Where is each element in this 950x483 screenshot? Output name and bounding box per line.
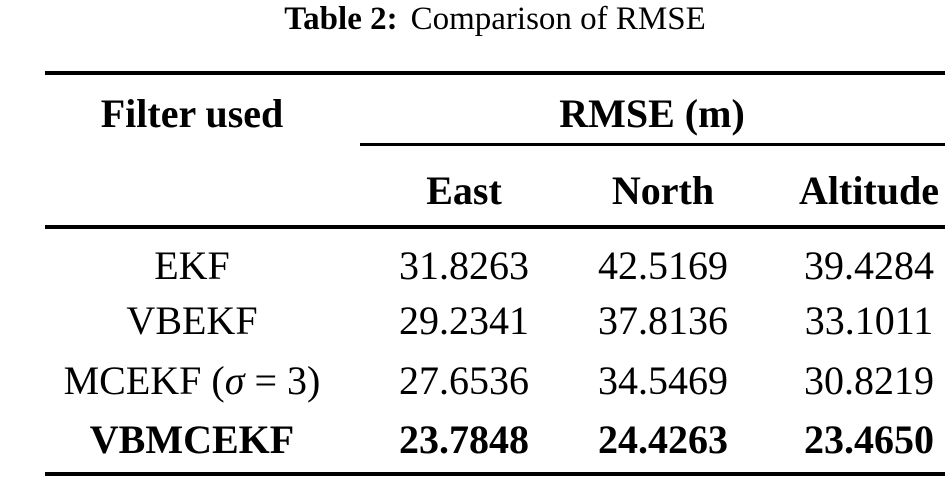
header-filter-used: Filter used (100, 91, 284, 136)
header-rmse-group: RMSE (m) (559, 91, 745, 136)
row-2-filter-text: MCEKF ( (63, 358, 225, 403)
row-1-east: 29.2341 (399, 298, 529, 343)
row-3-east: 23.7848 (399, 417, 529, 462)
row-2-altitude: 30.8219 (804, 358, 934, 403)
top-rule (45, 71, 945, 75)
row-2-north: 34.5469 (598, 358, 728, 403)
rmse-table (45, 0, 945, 483)
row-0-filter-text: EKF (154, 243, 230, 288)
header-bottom-rule (45, 225, 945, 229)
header-north: North (611, 168, 715, 213)
rmse-group-rule (360, 143, 945, 146)
row-0-north: 42.5169 (598, 243, 728, 288)
sigma-symbol: σ (224, 358, 245, 403)
row-1-altitude: 33.1011 (804, 298, 934, 343)
row-1-filter (126, 298, 258, 343)
row-0-filter (154, 243, 230, 288)
row-3-filter (89, 417, 295, 462)
row-3-altitude: 23.4650 (804, 417, 934, 462)
table-caption-text: Comparison of RMSE (410, 1, 706, 37)
row-0-east: 31.8263 (399, 243, 529, 288)
row-2-filter (63, 358, 321, 403)
table-caption-label: Table 2: (284, 1, 398, 37)
row-0-altitude: 39.4284 (804, 243, 934, 288)
row-3-filter-text: VBMCEKF (89, 417, 295, 462)
row-2-filter-suffix: = 3) (244, 358, 321, 403)
header-east: East (426, 168, 502, 213)
row-3-north: 24.4263 (598, 417, 728, 462)
bottom-rule (45, 472, 945, 476)
header-altitude: Altitude (799, 168, 939, 213)
row-2-east: 27.6536 (399, 358, 529, 403)
row-1-filter-text: VBEKF (126, 298, 258, 343)
row-1-north: 37.8136 (598, 298, 728, 343)
